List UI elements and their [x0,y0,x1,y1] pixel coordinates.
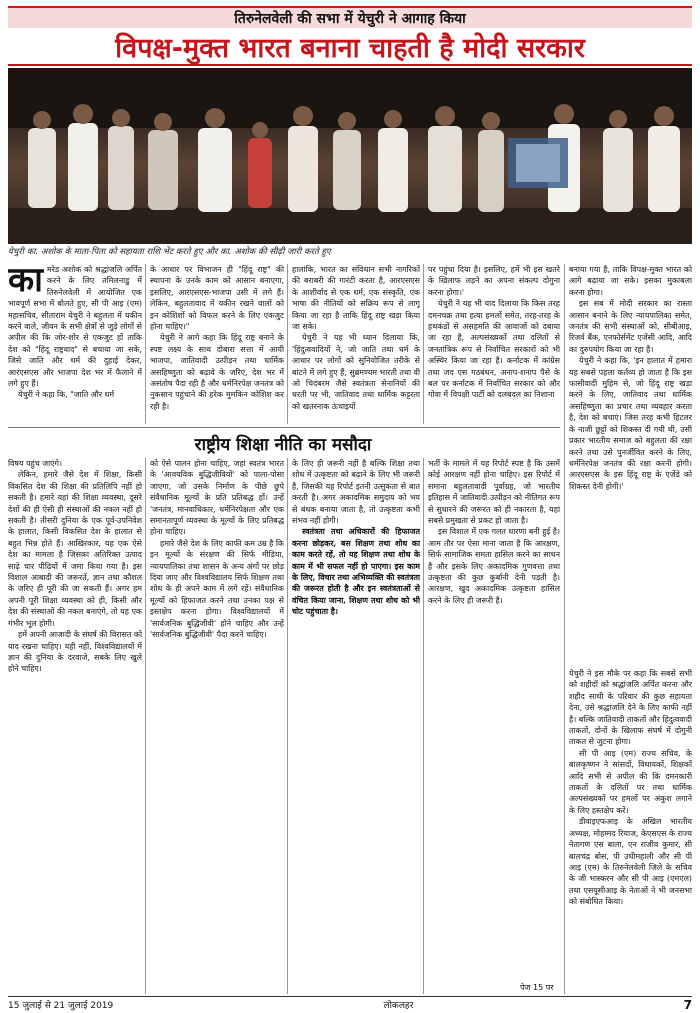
paragraph: विषय पहुंच जाएंगे। [8,459,62,468]
paragraph: येचुरी ने यह भी याद दिलाया कि किस तरह दमनचक्र तथा हत्या हमलों समेत, तरह-तरह के हथकंडों से असहमति की आवाजों को दबाया जा रहा है, अल्पसंख्यकों तथा दलितों से जनतांत्रिक रूप से निर्वाचित सरकारों को भी अस्थिर किया जा रहा है। कर्नाटक में कांग्रेस तथा जद एस गठबंधन, अनाप-शनाप पैसे के बल पर कर्नाटक में निर्वाचित सरकार को और गोवा में विपक्षी पार्टी को दलबदल का निशाना [428,299,560,400]
paragraph: येचुरी ने आगे कहा कि हिंदू राष्ट्र बनाने के स्पष्ट लक्ष्य के साथ दोबारा सत्ता में आयी भाजपा, जातिवादी उत्पीड़न तथा धार्मिक असहिष्णुता को बढ़ावे के जरिए, देश भर में असंतोष पैदा रही है और धर्मनिरपेक्ष जनतंत्र को नुकसान पहुंचाने की हरेक मुमकिन कोशिश कर रही है। [150,333,284,411]
paragraph: के लिए ही जरूरी नहीं है बल्कि शिक्षा तथा शोध में उत्कृष्टता को बढ़ाने के लिए भी जरूरी है, जिसकी यह रिपोर्ट इतनी उत्सुकता से बात करती है। अगर अकादमिक समुदाय को भय से बंधक बनाया जाता है, तो उत्कृष्टता कभी संभव नहीं होगी। [292,459,420,526]
paragraph: भर्ती के मामले में यह रिपोर्ट स्पष्ट है कि उसमें कोई आरक्षण नहीं होना चाहिए। इस रिपोर्ट में समाना बहुलतावादी पूर्वाग्रह, जो भारतीय इतिहास में जातिवादी उत्पीड़न को नीतिगत रूप से सुधारने की जरूरत को ही नकारता है, यहां सबसे प्रमुखता से प्रकट हो जाता है। [428,459,560,526]
issue-dates: 15 जुलाई से 21 जुलाई 2019 [8,1001,114,1011]
kicker: तिरुनेलवेली की सभा में येचुरी ने आगाह किया [8,6,692,28]
paragraph: इस सब में मोदी सरकार का रास्ता आसान बनाने के लिए न्यायपालिका समेत, जनतंत्र की सभी संस्थाओं को, सीबीआइ, रिजर्व बैंक, एनफोर्समेंट एजेंसी आदि, आदि का दुरुपयोग किया जा रहा है। [569,299,692,354]
headline: विपक्ष-मुक्त भारत बनाना चाहती है मोदी सरकार [8,28,692,66]
article1-col5 [569,264,692,664]
paragraph: स्वतंत्रता तथा अधिकारों की हिफाजत करना छोड़कर, बस शिक्षण तथा शोध का काम करते रहें, तो यह शिक्षण तथा शोध के काम में भी सफल नहीं हो पाएगा। इस काम के लिए, विचार तथा अभिव्यक्ति की स्वतंत्रता की जरूरत होती है और इन स्वतंत्रताओं से वंचित किया जाना, शिक्षण तथा शोध को भी चोट पहुंचाता है। [292,527,420,617]
page-footer [8,996,692,1010]
paragraph: मरेड अशोक को श्रद्धांजलि अर्पित करने के लिए तमिलनाडु में तिरुनेलवेली में आयोजित एक भावपूर्ण सभा में बोलते हुए, सी पी आइ (एम) महासचिव, सीताराम येचुरी ने बहुलता में यकीन करने वाले, जीवन के सभी क्षेत्रों से जुड़े लोगों से अपील की कि जोर-शोर से एकजुट हों ताकि देश को "हिंदू राष्ट्रवाद" से बचाया जा सके, जिसे जाति और धर्म की दुहाई देकर, आरएसएस और भाजपा देश भर में फैलाने में लगे हुए हैं। [8,265,142,389]
paragraph: को ऐसे पालन होना चाहिए, जहां स्वतंत्र भारत के 'आवयविक बुद्धिजीवियों' को पाला-पोसा जाएगा, जो उसके निर्माण के पीछे छुपे संवैधानिक मूल्यों के प्रति प्रतिबद्ध हों। उन्हें 'जनतंत्र, मानवाधिकार, धर्मनिरपेक्षता और एक समानतापूर्ण व्यवस्था के मूल्यों के लिए प्रतिबद्ध होना चाहिए। [150,459,284,537]
crowd-figures [28,123,680,212]
page-number: 7 [683,997,692,1012]
dropcap: का [8,264,43,300]
article1-col4 [428,264,560,424]
section-title: राष्ट्रीय शिक्षा नीति का मसौदा [194,434,372,455]
paragraph: हालांकि, भारत का संविधान सभी नागरिकों की बराबरी की गारंटी करता है, आरएसएस के आशीर्वाद से एक धर्म, एक संस्कृति, एक भाषा की नीतियों को सक्रिय रूप से लागू किया जा रहा है ताकि हिंदू राष्ट्र खड़ा किया जा सके। [292,265,420,332]
article2-col4 [428,458,560,978]
paper-name: लोकलहर [383,1001,414,1011]
article1-col3 [292,264,420,424]
paragraph: बनाया गया है, ताकि विपक्ष-मुक्त भारत को आगे बढ़ाया जा सके। इसका मुकाबला करना होगा। [569,265,692,297]
article2-col2 [150,458,284,994]
paragraph: के आधार पर विभाजन ही "हिंदू राष्ट्र" की स्थापना के उनके काम को आसान बनाएगा, इसलिए, आरएसएस-भाजपा उसी में लगे हैं। लेकिन, बहुलतावाद में यकीन रखने वालों को इन कोशिशों को विफल करने के लिए एकजुट होना चाहिए।" [150,265,284,332]
article1-col5-cont [569,668,692,994]
paragraph: हमारे जैसे देश के लिए काफी कम उम्र है कि इन मूल्यों के संरक्षण की सिर्फ मीडिया, न्यायपालिका तथा शासन के अन्य अंगों पर छोड़ दिया जाए और विश्वविद्यालय सिर्फ शिक्षण तथा शोध के ही अपने काम में लगे रहें। संवैधानिक मूल्यों को हिफाजत करने तथा उनका पक्ष से इस्तक्षेप करना होगा। विश्वविद्यालयों में 'सार्वजनिक बुद्धिजीवी' होने चाहिए और उन्हें 'सार्वजनिक बुद्धिजीवी' पैदा करने चाहिए। [150,538,284,640]
paragraph: येचुरी ने कहा कि, 'इन हालात में हमारा यह सबसे पहला कर्तव्य हो जाता है कि इस फासीवादी मुहिम से, जो हिंदू राष्ट्र खड़ा करने के लिए, जातिवाद तथा धार्मिक असहिष्णुता का प्रचार तथा व्यवहार करता है, देश को बचाएं। जिस तरह कभी हिटलर के नाजी छुट्टों को शिकस्त दी गयी थी, उसी प्रकार भारतीय समाज को बहुलता की रक्षा करने तथा उसे पुनर्जीवित करने के लिए, धर्मनिरपेक्ष जनतंत्र की रक्षा करनी होगी। आरएसएस के इस हिंदू राष्ट्र के एजेंडे को शिकस्त देनी होगी।' [569,356,692,491]
paragraph: डीवाइएफआइ के अखिल भारतीय अध्यक्ष, मोहम्मद रियाज, केएसएस के राज्य नेतागण एस बाला, एन राजीव कुमार, सी बालचंद्र बोस, पी उधीमहाली और सी पी आइ (एम) के तिरुनेलवेली जिले के सचिव के जी भास्करन और सी पी आइ (एमएल) तथा एसयूसीआइ के नेताओं ने भी जनसभा को संबोधित किया। [569,817,692,907]
paragraph: हमें अपनी आजादी के संघर्ष की विरासत को याद रखना चाहिए। यही नहीं, विश्वविद्यालयों में ज्ञान की दुनिया के दरवाजे, सबके लिए खुले होने चाहिए। [8,630,142,674]
paragraph: सी पी आइ (एम) राज्य सचिव, के बालकृष्णन ने सांसदों, विधायकों, शिक्षकों आदि सभी से अपील की कि दमनकारी ताकतों के दलितों पर तथा धार्मिक अल्पसंख्यकों पर हमलों पर अंकुश लगाने के लिए हस्तक्षेप करें। [569,748,692,815]
paragraph: इस विशाल में एक गलत धारणा बनी हुई है। आम तौर पर ऐसा माना जाता है कि आरक्षण, सिर्फ सामाजिक समता हासिल करने का साधन है और इसके लिए अकादमिक गुणवत्ता तथा उत्कृष्टता की कुछ कुर्बानी देनी पड़ती है। आरक्षण, खुद अकादमिक उत्कृष्टता हासिल करने के लिए ही जरूरी है। [428,527,560,605]
photo-caption: येचुरी का. अशोक के माता-पिता को सहायता राशि भेंट करते हुए और का. अशोक की सीढ़ी जारी करते हुए [8,247,331,257]
paragraph: येचुरी ने यह भी ध्यान दिलाया कि, 'हिंदुत्ववादियों ने, जो जाति तथा धर्म के आधार पर लोगों को सुनियोजित तरीके से बांटने में लगे हुए हैं, सुब्रमण्यम भारती तथा वी ओ चिदंबरम जैसे स्वतंत्रता सेनानियों की धरती पर भी, जातिवाद तथा धार्मिक कट्टरता को खतरनाक ऊंचाइयों [292,333,420,411]
article2-col3 [292,458,420,994]
news-photo [8,68,692,244]
paragraph: येचुरी ने इस मौके पर कहा कि सबसे सभी को शहीदों को श्रद्धांजलि अर्पित करना और शहीद साथी के परिवार की कुछ सहायता देना, उसे श्रद्धांजलि देने के लिए काफी नहीं है। बल्कि जातिवादी ताकतों और हिंदुत्ववादी ताकतों, दोनों के खिलाफ संघर्ष में दोगुनी ताकत से जुटना होगा। [569,669,692,747]
article2-col1 [8,458,142,994]
paragraph: येचुरी ने कहा कि, "जाति और धर्म [18,390,115,400]
paragraph: लेकिन, हमारे जैसे देश में शिक्षा, किसी विकसित देश की शिक्षा की प्रतिलिपि नहीं हो सकती है। हमारे यहां की शिक्षा व्यवस्था, दूसरे देशों की ही ऐसी ही संस्थाओं की नकल नहीं हो सकती है। तीसरी दुनिया के एक पूर्व-उपनिवेश के हालात, किसी विकसित देश के हालात से बहुत भिन्न होते हैं। आखिरकार, यह एक ऐसे देश का मामला है जिसका अतिरिक्त उत्पाद साढ़े चार पीढ़ियों में जमा किया गया है। इस विशाल आबादी की जरूरतें, ज्ञान तथा कौशल के जरिए ही पूरी की जा सकती हैं। अगर हम अपनी पूरी शिक्षा व्यवस्था को ही, किसी और देश की संस्थाओं की नकल बनाएंगे, तो यह एक गंभीर भूल होगी। [8,470,142,628]
article1-col2 [150,264,284,424]
continued-note: पेज 15 पर [520,983,554,992]
paragraph: पर पहुंचा दिया है। इसलिए, हमें भी इस खतरे के खिलाफ लड़ने का अपना संकल्प दोगुना करना होगा।' [428,265,560,297]
article1-col1 [8,264,142,424]
